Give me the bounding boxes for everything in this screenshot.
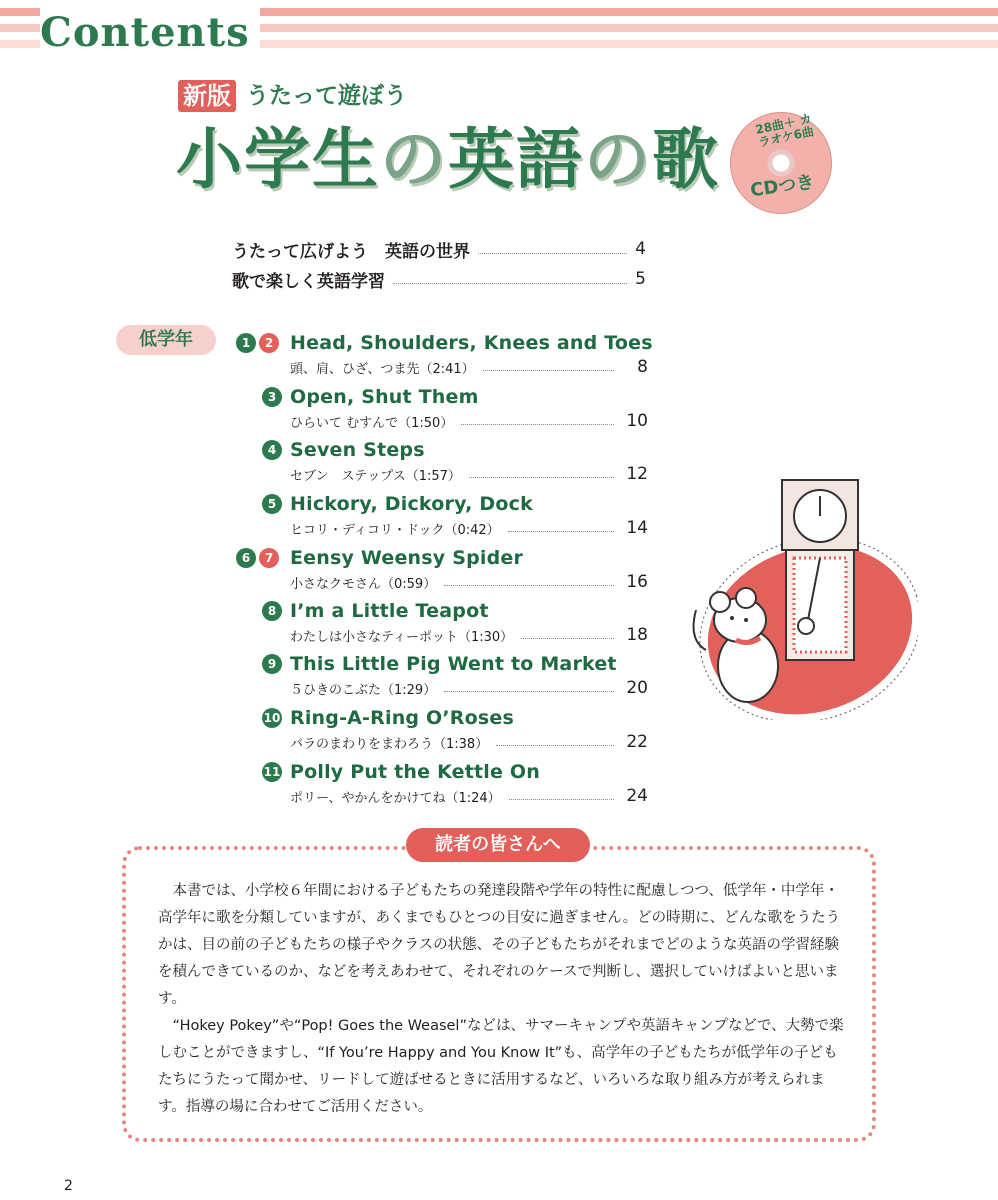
dot-leader [483, 370, 614, 371]
cd-track-count: 28曲＋ カラオケ6曲 [754, 111, 816, 150]
song-title: Hickory, Dickory, Dock [290, 493, 533, 515]
song-page: 8 [637, 357, 648, 377]
toc-entry-page: 5 [635, 269, 646, 289]
dot-leader [461, 424, 614, 425]
track-number-icon: 8 [262, 601, 282, 621]
song-entry[interactable] [232, 544, 648, 594]
song-title: This Little Pig Went to Market [290, 653, 617, 675]
dot-leader [444, 691, 614, 692]
dot-leader [521, 638, 614, 639]
track-number-icon: 2 [259, 333, 279, 353]
song-page: 12 [626, 464, 648, 484]
track-number-icon: 4 [262, 440, 282, 460]
note-text [158, 878, 848, 1121]
track-number-icon: 6 [236, 548, 256, 568]
song-title: Eensy Weensy Spider [290, 547, 524, 569]
song-title: I’m a Little Teapot [290, 600, 489, 622]
dot-leader [509, 799, 614, 800]
note-paragraph: “Hokey Pokey”や“Pop! Goes the Weasel”などは、サマーキャンプや英語キャンプなどで、大勢で楽しむことができますし、“If You’re Happy and You Know It”も、高学年の子どもたちが低学年の子どもたちにうたって聞かせ、リードして遊ばせるときに活用するなど、いろいろな取り組み方が考えられます。指導の場に合わせてご活用ください。 [158, 1018, 844, 1115]
dot-leader [478, 253, 627, 254]
new-edition-badge: 新版 [178, 80, 236, 112]
song-entry[interactable] [232, 758, 648, 808]
cd-label: CDつき [749, 171, 816, 202]
dot-leader [444, 585, 614, 586]
song-entry[interactable] [232, 383, 648, 433]
song-entry[interactable] [232, 490, 648, 540]
book-title-part: 英語 [448, 121, 584, 198]
toc-entry-page: 4 [635, 239, 646, 259]
dot-leader [508, 531, 614, 532]
song-page: 10 [626, 411, 648, 431]
toc-entry-title: うたって広げよう 英語の世界 [232, 241, 470, 262]
note-paragraph: 本書では、小学校６年間における子どもたちの発達段階や学年の特性に配慮しつつ、低学年・中学年・高学年に歌を分類していますが、あくまでもひとつの目安に過ぎません。どの時期に、どんな歌をうたうかは、目の前の子どもたちの様子やクラスの状態、その子どもたちがそれまでどのような英語の学習経験を積んできているのか、などを考えあわせて、それぞれのケースで判断し、選択していけばよいと思います。 [158, 883, 841, 1007]
song-page: 16 [626, 572, 648, 592]
song-title: Open, Shut Them [290, 386, 479, 408]
song-subtitle: セブン ステップス（1:57） [290, 468, 461, 484]
dot-leader [393, 283, 627, 284]
song-title: Head, Shoulders, Knees and Toes [290, 332, 653, 354]
song-entry[interactable] [232, 329, 653, 379]
song-entry[interactable] [232, 650, 648, 700]
toc-entry[interactable] [232, 236, 646, 262]
page-number: 2 [64, 1178, 73, 1194]
track-number-icon: 9 [262, 654, 282, 674]
song-title: Seven Steps [290, 439, 425, 461]
track-number-icon: 3 [262, 387, 282, 407]
track-number-icon: 10 [262, 708, 282, 728]
song-subtitle: ひらいて むすんで（1:50） [290, 415, 454, 431]
song-entry[interactable] [232, 597, 648, 647]
book-title-part: 小学生 [176, 121, 380, 198]
book-title-part: の [584, 121, 652, 198]
song-entry[interactable] [232, 704, 648, 754]
song-subtitle: ５ひきのこぶた（1:29） [290, 682, 437, 698]
song-page: 24 [626, 786, 648, 806]
song-subtitle: 小さなクモさん（0:59） [290, 576, 437, 592]
dot-leader [496, 745, 614, 746]
song-title: Polly Put the Kettle On [290, 761, 540, 783]
toc-entry[interactable] [232, 266, 646, 292]
song-page: 20 [626, 678, 648, 698]
song-subtitle: バラのまわりをまわろう（1:38） [290, 736, 489, 752]
song-page: 18 [626, 625, 648, 645]
song-subtitle: わたしは小さなティーポット（1:30） [290, 629, 514, 645]
book-title [176, 118, 720, 202]
song-entry[interactable] [232, 436, 648, 486]
track-number-icon: 11 [262, 762, 282, 782]
book-subtitle: うたって遊ぼう [246, 83, 407, 109]
section-label: 低学年 [116, 325, 216, 355]
track-number-icon: 1 [236, 333, 256, 353]
toc-entry-title: 歌で楽しく英語学習 [232, 271, 385, 292]
note-label: 読者の皆さんへ [406, 828, 590, 862]
book-title-part: の [380, 121, 448, 198]
song-title: Ring-A-Ring O’Roses [290, 707, 514, 729]
book-title-part: 歌 [652, 121, 720, 198]
track-number-icon: 7 [259, 548, 279, 568]
song-page: 14 [626, 518, 648, 538]
mouse-clock-illustration [686, 470, 918, 720]
song-subtitle: ヒコリ・ディコリ・ドック（0:42） [290, 522, 500, 538]
song-subtitle: 頭、肩、ひざ、つま先（2:41） [290, 361, 475, 377]
dot-leader [469, 477, 614, 478]
song-subtitle: ポリー、やかんをかけてね（1:24） [290, 790, 501, 806]
track-number-icon: 5 [262, 494, 282, 514]
page-title: Contents [40, 6, 260, 60]
song-page: 22 [626, 732, 648, 752]
